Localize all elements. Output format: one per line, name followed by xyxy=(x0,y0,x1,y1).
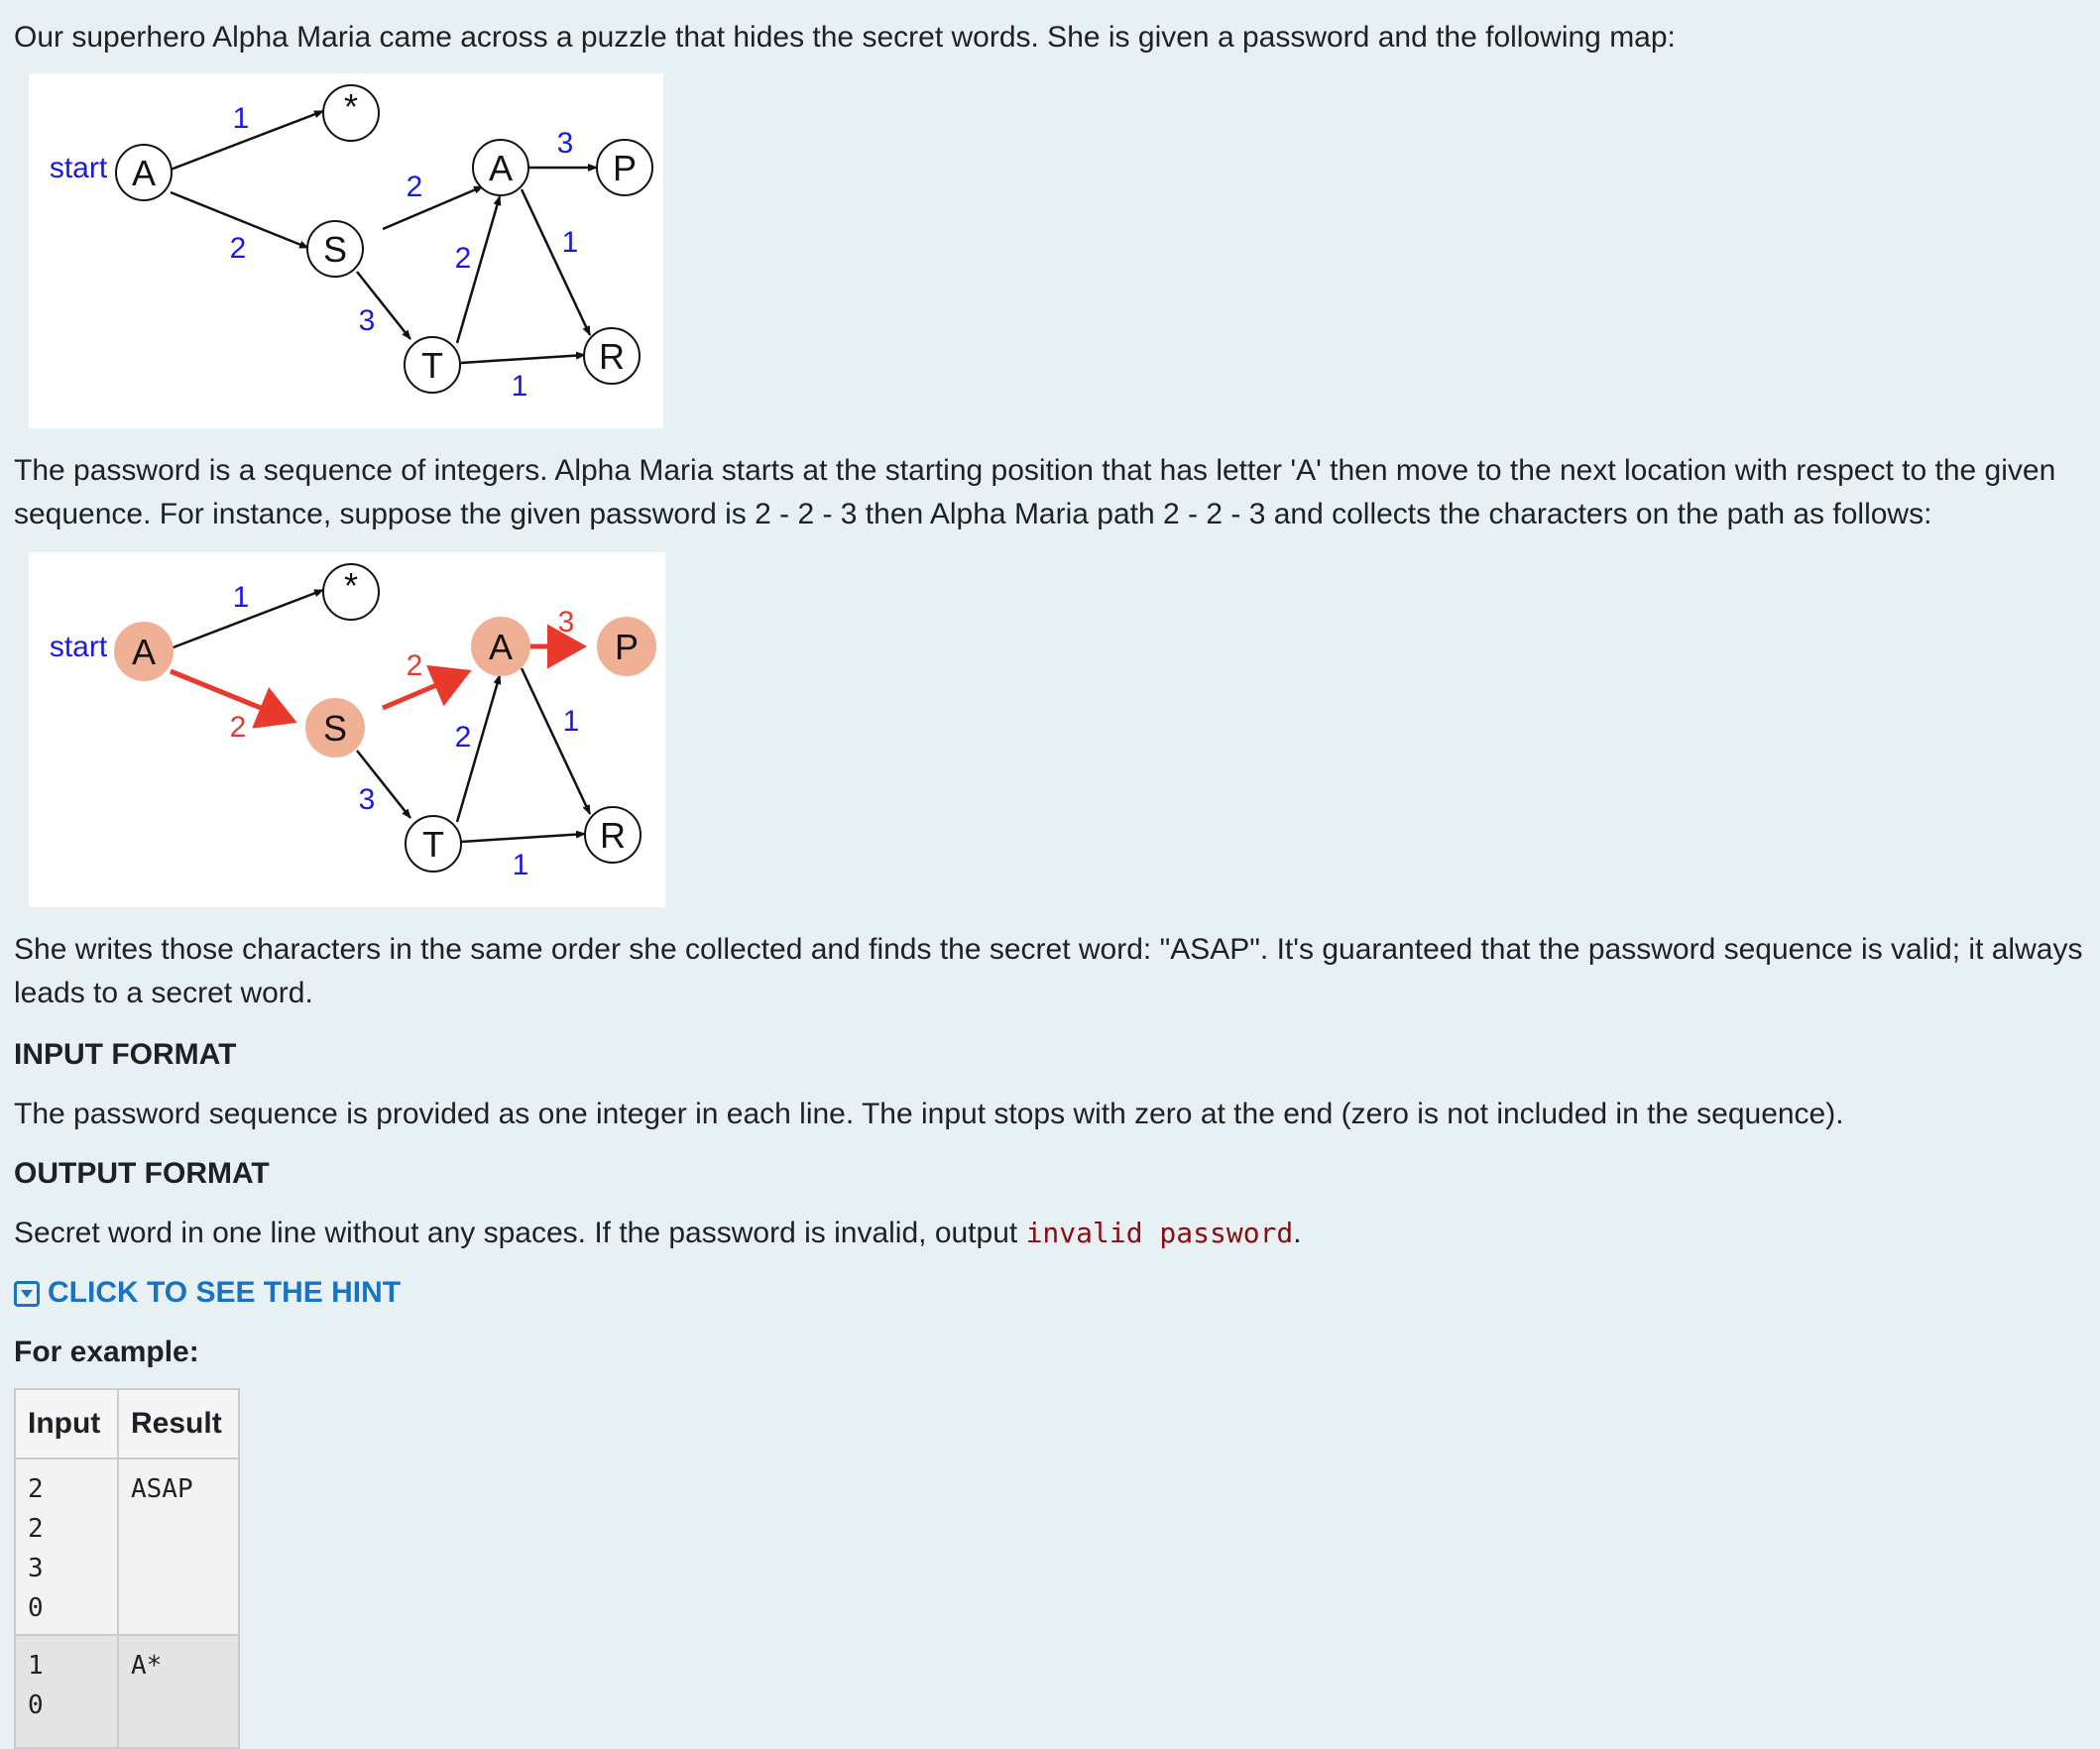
intro-text: Our superhero Alpha Maria came across a puzzle that hides the secret words. She is given a password and the following map: xyxy=(14,21,1676,54)
edge-label-a2-r: 1 xyxy=(561,226,579,259)
node-t-label: T xyxy=(421,345,443,386)
invalid-password-code: invalid password xyxy=(1025,1217,1294,1249)
output-format-text xyxy=(14,1212,2086,1255)
dropdown-toggle-icon xyxy=(14,1281,40,1307)
edge-label-a-star: 1 xyxy=(232,581,250,614)
output-format-text-before: Secret word in one line without any spaces. If the password is invalid, output xyxy=(14,1217,1026,1249)
node-r-label: R xyxy=(599,336,625,377)
edge-label-a2-p: 3 xyxy=(556,127,574,160)
header-result: Result xyxy=(118,1389,239,1458)
path-graph xyxy=(29,552,665,907)
output-format-heading: OUTPUT FORMAT xyxy=(14,1157,270,1190)
result-text: She writes those characters in the same order she collected and finds the secret word: "ASAP". It's guaranteed that the password sequence is valid; it always leads to a secret word. xyxy=(14,933,2083,1009)
input-format-text: The password sequence is provided as one integer in each line. The input stops with zero at the end (zero is not included in the sequence). xyxy=(14,1098,1844,1130)
node-t-label: T xyxy=(422,824,444,865)
description-text: The password is a sequence of integers. Alpha Maria starts at the starting position that has letter 'A' then move to the next location with respect to the given sequence. For instance, suppose the given password is 2 - 2 - 3 then Alpha Maria path 2 - 2 - 3 and collects the characters on the path as follows: xyxy=(14,454,2056,530)
example-heading: For example: xyxy=(14,1336,199,1368)
edge-label-a-star: 1 xyxy=(232,102,250,135)
node-p-label: P xyxy=(614,627,640,667)
path-figure xyxy=(29,552,665,907)
example-input-cell: 1 0 xyxy=(15,1635,118,1748)
table-header-row xyxy=(15,1389,239,1458)
node-p-label: P xyxy=(612,148,638,188)
table-row xyxy=(15,1635,239,1748)
table-row xyxy=(15,1458,239,1635)
edge-label-t-r: 1 xyxy=(512,849,529,881)
example-table xyxy=(14,1388,240,1749)
node-star-label: * xyxy=(343,86,359,127)
edge-label-a2-r: 1 xyxy=(562,705,580,738)
edge-t-r xyxy=(461,355,585,363)
node-star-label: * xyxy=(343,565,359,606)
output-format-text-after: . xyxy=(1293,1217,1302,1249)
input-format-heading: INPUT FORMAT xyxy=(14,1038,237,1071)
edge-label-a-s: 2 xyxy=(229,232,247,265)
edge-label-t-a2: 2 xyxy=(454,721,472,754)
edge-t-r xyxy=(461,834,585,842)
edge-a2-r xyxy=(522,189,590,335)
map-graph xyxy=(29,73,663,428)
node-r-label: R xyxy=(600,815,626,856)
node-a-start-label: A xyxy=(131,632,157,672)
header-input: Input xyxy=(15,1389,118,1458)
node-a2-label: A xyxy=(488,627,514,667)
edge-label-t-a2: 2 xyxy=(454,242,472,275)
edge-label-a2-p: 3 xyxy=(557,606,575,639)
edge-a2-r xyxy=(522,668,590,814)
edge-label-s-a2: 2 xyxy=(406,649,423,682)
node-a-start-label: A xyxy=(131,153,157,193)
edge-s-a2 xyxy=(383,186,483,229)
edge-s-a2-highlight xyxy=(383,672,467,708)
hint-label: CLICK TO SEE THE HINT xyxy=(48,1276,402,1309)
node-a2-label: A xyxy=(488,148,514,188)
example-input-cell: 2 2 3 0 xyxy=(15,1458,118,1635)
start-label: start xyxy=(49,631,108,663)
edge-label-s-a2: 2 xyxy=(406,171,423,203)
example-result-cell: A* xyxy=(118,1635,239,1748)
example-result-cell: ASAP xyxy=(118,1458,239,1635)
edge-label-t-r: 1 xyxy=(511,370,528,403)
node-s-label: S xyxy=(322,229,348,270)
start-label: start xyxy=(49,152,108,184)
edge-label-a-s: 2 xyxy=(229,711,247,744)
edge-label-s-t: 3 xyxy=(358,304,376,337)
node-s-label: S xyxy=(322,708,348,749)
map-figure xyxy=(29,73,663,428)
hint-toggle-link[interactable] xyxy=(14,1271,401,1315)
edge-label-s-t: 3 xyxy=(358,783,376,816)
